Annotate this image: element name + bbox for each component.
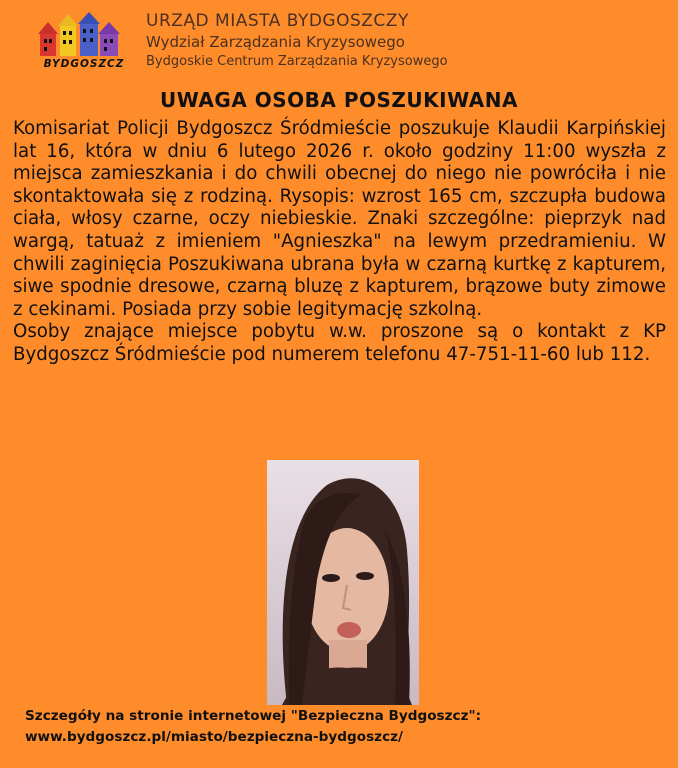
- org-center: Bydgoskie Centrum Zarządzania Kryzysowego: [146, 54, 448, 69]
- missing-person-photo: [267, 460, 419, 705]
- org-department: Wydział Zarządzania Kryzysowego: [146, 33, 405, 51]
- city-houses-icon: [34, 12, 134, 62]
- page-title: UWAGA OSOBA POSZUKIWANA: [160, 88, 518, 112]
- notice-body: [13, 118, 666, 367]
- footer-url[interactable]: www.bydgoszcz.pl/miasto/bezpieczna-bydgoszcz/: [25, 729, 404, 745]
- footer: [25, 706, 481, 748]
- header: [0, 0, 678, 90]
- organization-block: [146, 10, 448, 71]
- city-logo: [34, 12, 134, 78]
- logo-text: BYDGOSZCZ: [43, 58, 125, 70]
- footer-info: Szczegóły na stronie internetowej "Bezpieczna Bydgoszcz":: [25, 708, 482, 724]
- org-name: URZĄD MIASTA BYDGOSZCZY: [146, 11, 409, 31]
- description-paragraph: Komisariat Policji Bydgoszcz Śródmieście poszukuje Klaudii Karpińskiej lat 16, która w dniu 6 lutego 2026 r. około godziny 11:00 wyszła z miejsca zamieszkania i do chwili obecnej do niego nie powróciła i nie skontaktowała się z rodziną. Rysopis: wzrost 165 cm, szczupła budowa ciała, włosy czarne, oczy niebieskie. Znaki szczególne: pieprzyk nad wargą, tatuaż z imieniem "Agnieszka" na lewym przedramieniu. W chwili zaginięcia Poszukiwana ubrana była w czarną kurtkę z kapturem, siwe spodnie dresowe, czarną bluzę z kapturem, brązowe buty zimowe z cekinami. Posiada przy sobie legitymację szkolną.: [13, 118, 666, 320]
- contact-paragraph: Osoby znające miejsce pobytu w.w. proszone są o kontakt z KP Bydgoszcz Śródmieście pod numerem telefonu 47-751-11-60 lub 112.: [13, 321, 666, 365]
